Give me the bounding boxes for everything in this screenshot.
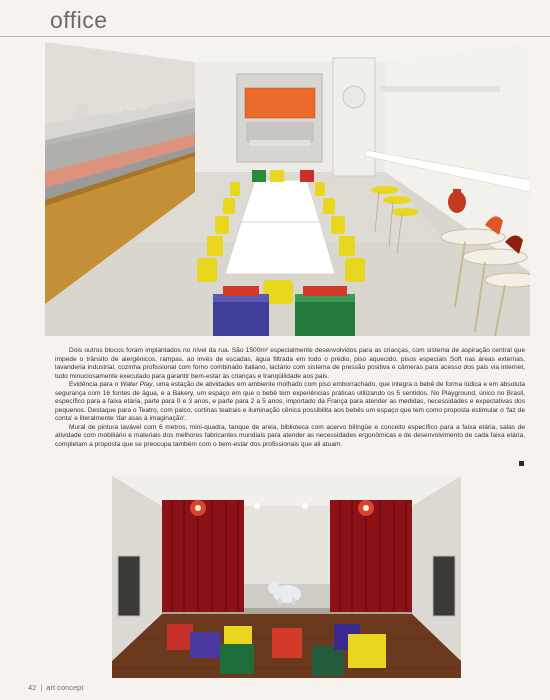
paragraph-rest: , uma estação de atividades em ambiente molhado com piso emborrachado, que integra o bebê de forma lúdica e em absoluta segurança com 16 fontes de água, e a Bakery, um espaço em que o bebê tem experiências práticas utilizando os 5 sentidos. No Playground, único no Brasil, específico para a faixa etária, parte para 0 e 3 anos, e parte para 2 a 5 anos, importado da França para atender as medidas, necessidades e expectativas dos pequenos. Destaque para o Teatro, com palco, cortinas teatrais e iluminação cênica possibilita aos bebês um espaço que tem como proposta estimular o 'faz de conta' e literalmente 'dar asas à imaginação'. [55,381,525,423]
article-body [55,347,525,450]
title-divider [0,36,550,37]
footer-separator: | [40,683,43,692]
article-paragraph [55,381,525,424]
page-number: 42 [28,683,37,692]
article-paragraph: Mural de pintura lavável com 6 metros, mini-quadra, tanque de areia, biblioteca com acervo bilíngüe e conceito específico para a faixa etária, salas de atividade com mobiliário e materiais dos melhores fabricantes mundiais para atender as necessidades ergonômicas e de desenvolvimento de cada faixa etária, completam a proposta que se preocupa também com o bem-estar dos profissionais que ali atuam. [55,423,525,449]
activity-room-photo [45,42,530,336]
end-mark-icon [519,461,524,466]
paragraph-lead: Evidência para o [69,381,121,389]
water-play-term: Water Play [120,381,153,389]
theater-room-photo [112,476,461,678]
page-title: office [50,7,108,33]
article-paragraph: Dois outros blocos foram implantados no nível da rua. São 1500m² especialmente desenvolvidos para as crianças, com sistema de aspiração central que impede o trânsito de alergênicos, rampas, ao invés de escadas, água filtrada em todo o prédio, piso aquecido, pisos especiais Soft nas áreas externas, lavanderia industrial, cozinha profissional com forno combinado italiano, lactário com sistema de pressão positiva e câmeras para acesso dos pais via internet, tudo minuciosamente executado para garantir bem-estar às crianças e tranqüilidade aos pais. [55,347,525,380]
magazine-name: art concept [46,683,84,692]
page-footer [28,683,83,692]
